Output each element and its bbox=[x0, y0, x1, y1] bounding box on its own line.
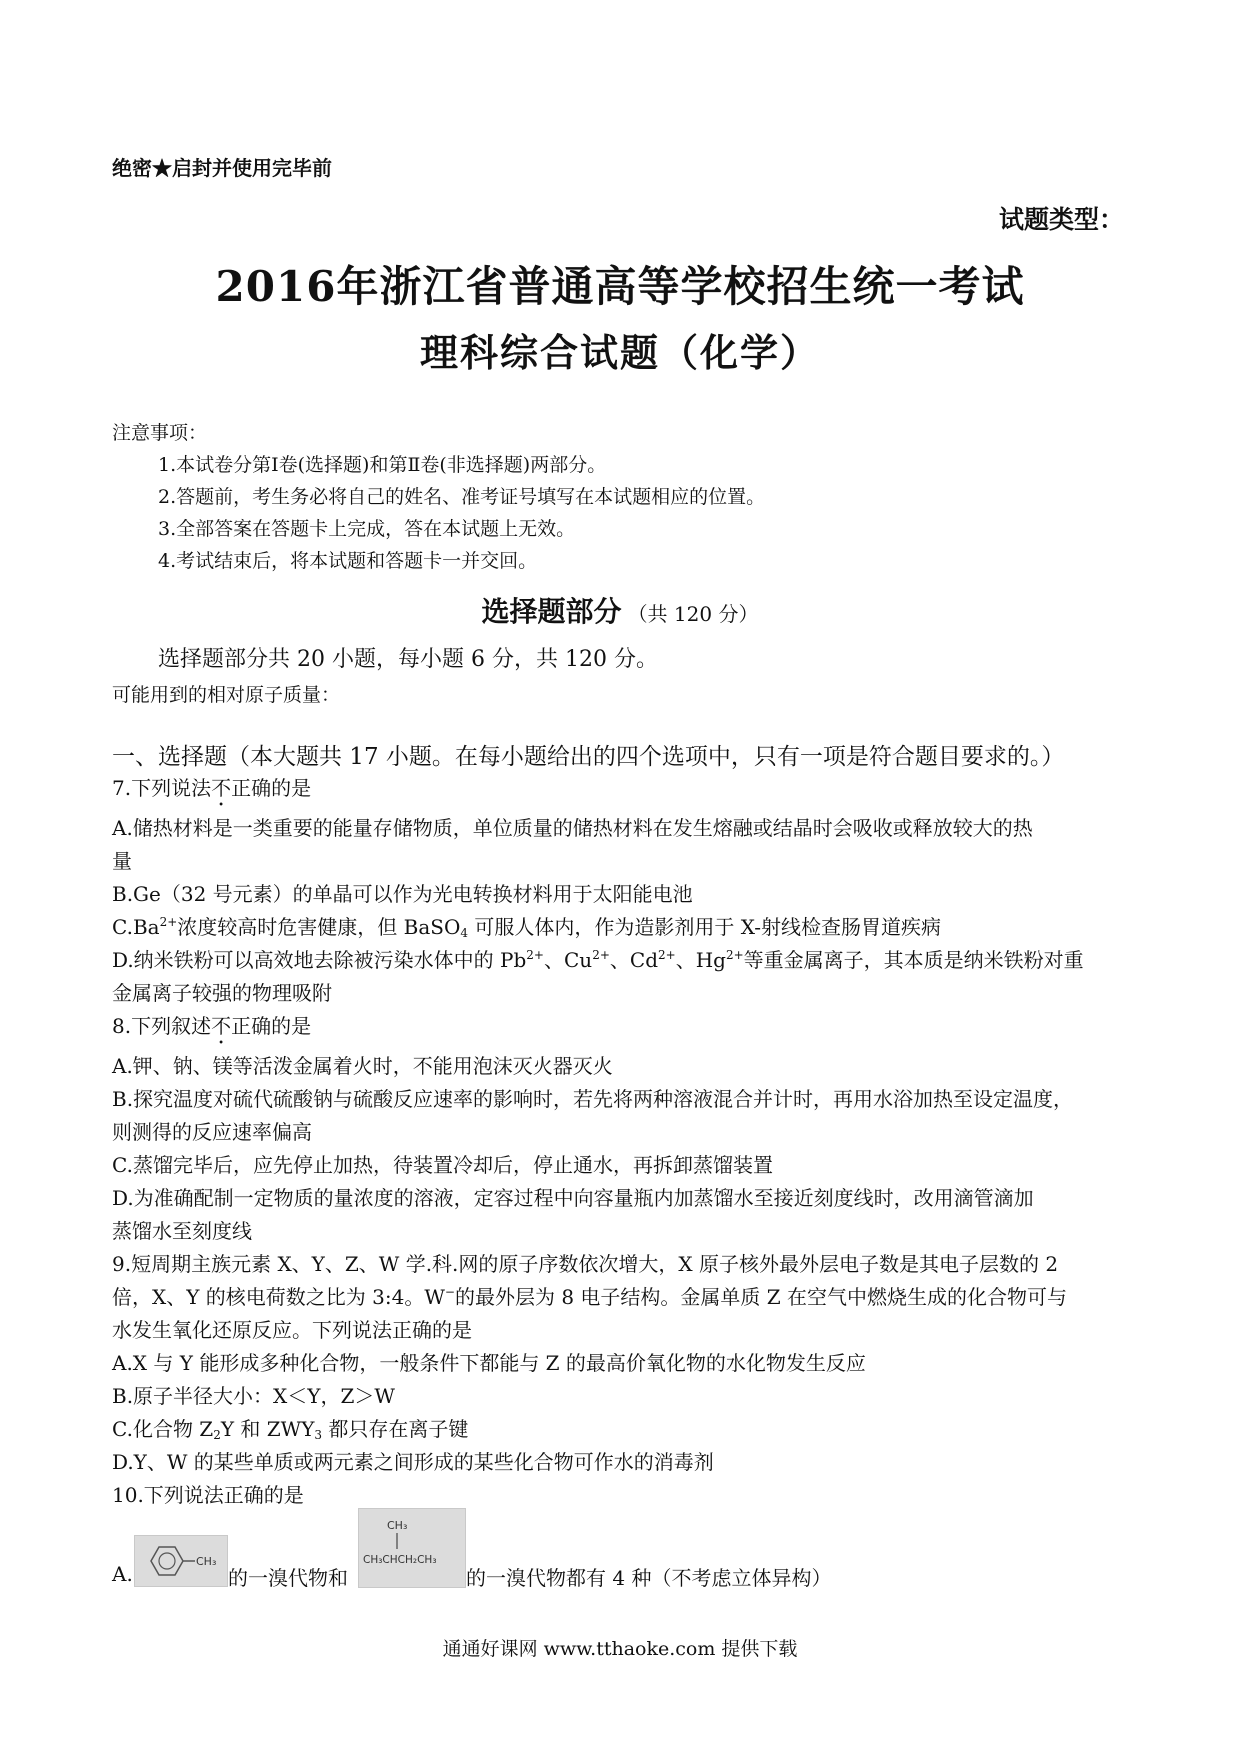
q7-option-b: B.Ge（32 号元素）的单晶可以作为光电转换材料用于太阳能电池 bbox=[112, 882, 693, 906]
toluene-ch3-label: CH₃ bbox=[196, 1555, 217, 1568]
q8-stem bbox=[112, 1010, 311, 1049]
q7-option-c bbox=[112, 911, 941, 940]
notice-item: 3.全部答案在答题卡上完成，答在本试题上无效。 bbox=[158, 518, 576, 540]
q7-c-text: 浓度较高时危害健康，但 BaSO bbox=[177, 915, 461, 939]
confidential-label: 绝密★启封并使用完毕前 bbox=[112, 156, 332, 180]
q8-stem-emphasis: 不 bbox=[211, 1014, 232, 1038]
q7-option-d-cont: 金属离子较强的物理吸附 bbox=[112, 981, 332, 1005]
q7-stem-suffix: 正确的是 bbox=[231, 776, 312, 800]
q9-stem-cont: 水发生氧化还原反应。下列说法正确的是 bbox=[112, 1318, 472, 1342]
q9-stem-cont bbox=[112, 1281, 1067, 1310]
q7-stem bbox=[112, 772, 311, 811]
exam-title: 2016年浙江省普通高等学校招生统一考试 bbox=[215, 262, 1025, 311]
question-type-label: 试题类型： bbox=[998, 205, 1124, 234]
q8-stem-prefix: 8.下列叙述 bbox=[112, 1014, 212, 1038]
q7-d-text: 等重金属离子，其本质是纳米铁粉对重 bbox=[743, 948, 1084, 972]
isopentane-top-label: CH₃ bbox=[387, 1519, 408, 1532]
q7-d-text: 、Hg bbox=[675, 948, 726, 972]
q9-option-d: D.Y、W 的某些单质或两元素之间形成的某些化合物可作水的消毒剂 bbox=[112, 1450, 714, 1474]
q10-option-a-prefix: A. bbox=[112, 1562, 133, 1586]
q7-option-a: A.储热材料是一类重要的能量存储物质，单位质量的储热材料在发生熔融或结晶时会吸收或释放较大的热 bbox=[112, 816, 1033, 840]
q7-d-sup: 2+ bbox=[526, 948, 544, 962]
q9-c-text: 都只存在离子键 bbox=[322, 1417, 469, 1441]
q9-option-a: A.X 与 Y 能形成多种化合物，一般条件下都能与 Z 的最高价氧化物的水化物发生反应 bbox=[112, 1351, 866, 1375]
q8-option-c: C.蒸馏完毕后，应先停止加热，待装置冷却后，停止通水，再拆卸蒸馏装置 bbox=[112, 1153, 773, 1177]
part-one-heading: 一、选择题（本大题共 17 小题。在每小题给出的四个选项中，只有一项是符合题目要求的。） bbox=[112, 744, 1065, 770]
q7-d-sup: 2+ bbox=[592, 948, 610, 962]
q9-c-sub: 3 bbox=[314, 1428, 323, 1442]
q8-option-d: D.为准确配制一定物质的量浓度的溶液，定容过程中向容量瓶内加蒸馏水至接近刻度线时，改用滴管滴加 bbox=[112, 1186, 1034, 1210]
isopentane-structure-image bbox=[358, 1508, 466, 1588]
q9-text: 的最外层为 8 电子结构。金属单质 Z 在空气中燃烧生成的化合物可与 bbox=[454, 1285, 1068, 1309]
q9-c-sub: 2 bbox=[213, 1428, 221, 1442]
q8-option-d-cont: 蒸馏水至刻度线 bbox=[112, 1219, 252, 1243]
q9-c-text: C.化合物 Z bbox=[112, 1417, 214, 1441]
q9-c-text: Y 和 ZWY bbox=[220, 1417, 315, 1441]
notice-item: 1.本试卷分第Ⅰ卷(选择题)和第Ⅱ卷(非选择题)两部分。 bbox=[158, 454, 607, 476]
q7-d-sup: 2+ bbox=[658, 948, 676, 962]
q8-option-b: B.探究温度对硫代硫酸钠与硫酸反应速率的影响时，若先将两种溶液混合并计时，再用水浴加热至设定温度， bbox=[112, 1087, 1074, 1111]
q7-c-sup: 2+ bbox=[159, 915, 178, 929]
q8-stem-suffix: 正确的是 bbox=[231, 1014, 312, 1038]
notice-item: 2.答题前，考生务必将自己的姓名、准考证号填写在本试题相应的位置。 bbox=[158, 486, 766, 508]
toluene-structure-image bbox=[134, 1535, 228, 1587]
q9-sup: − bbox=[444, 1285, 455, 1299]
q9-stem: 9.短周期主族元素 X、Y、Z、W 学.科.网的原子序数依次增大，X 原子核外最外层电子数是其电子层数的 2 bbox=[112, 1252, 1059, 1276]
notice-heading: 注意事项： bbox=[112, 422, 208, 444]
atomic-mass-note: 可能用到的相对原子质量： bbox=[112, 684, 341, 706]
q7-c-text: 可服人体内，作为造影剂用于 X-射线检查肠胃道疾病 bbox=[468, 915, 941, 939]
q10-stem: 10.下列说法正确的是 bbox=[112, 1483, 304, 1507]
section-intro: 选择题部分共 20 小题，每小题 6 分，共 120 分。 bbox=[158, 647, 658, 672]
q7-d-text: D.纳米铁粉可以高效地去除被污染水体中的 Pb bbox=[112, 948, 527, 972]
q9-option-c bbox=[112, 1413, 468, 1442]
q7-d-text: 、Cu bbox=[544, 948, 593, 972]
q7-c-sub: 4 bbox=[460, 926, 468, 940]
section-title bbox=[0, 590, 1240, 630]
q7-stem-emphasis: 不 bbox=[211, 776, 232, 800]
section-title-text: 选择题部分 bbox=[481, 595, 622, 628]
q7-option-a-cont: 量 bbox=[112, 849, 132, 873]
q7-c-text: C.Ba bbox=[112, 915, 160, 939]
q7-stem-prefix: 7.下列说法 bbox=[112, 776, 212, 800]
q8-option-b-cont: 则测得的反应速率偏高 bbox=[112, 1120, 312, 1144]
q7-d-text: 、Cd bbox=[609, 948, 658, 972]
q10-option-a-suffix: 的一溴代物都有 4 种（不考虑立体异构） bbox=[466, 1566, 832, 1590]
section-score-note: （共 120 分） bbox=[627, 602, 759, 626]
q7-option-d bbox=[112, 944, 1084, 973]
q8-option-a: A.钾、钠、镁等活泼金属着火时，不能用泡沫灭火器灭火 bbox=[112, 1054, 613, 1078]
exam-subtitle: 理科综合试题（化学） bbox=[419, 330, 820, 375]
q9-option-b: B.原子半径大小：X＜Y，Z＞W bbox=[112, 1384, 395, 1408]
footer-source: 通通好课网 www.tthaoke.com 提供下载 bbox=[442, 1638, 798, 1660]
q7-d-sup: 2+ bbox=[725, 948, 744, 962]
notice-item: 4.考试结束后，将本试题和答题卡一并交回。 bbox=[158, 550, 538, 572]
isopentane-main-label: CH₃CHCH₂CH₃ bbox=[363, 1554, 437, 1566]
q10-option-a-mid: 的一溴代物和 bbox=[228, 1566, 348, 1590]
q9-text: 倍，X、Y 的核电荷数之比为 3:4。W bbox=[112, 1285, 445, 1309]
